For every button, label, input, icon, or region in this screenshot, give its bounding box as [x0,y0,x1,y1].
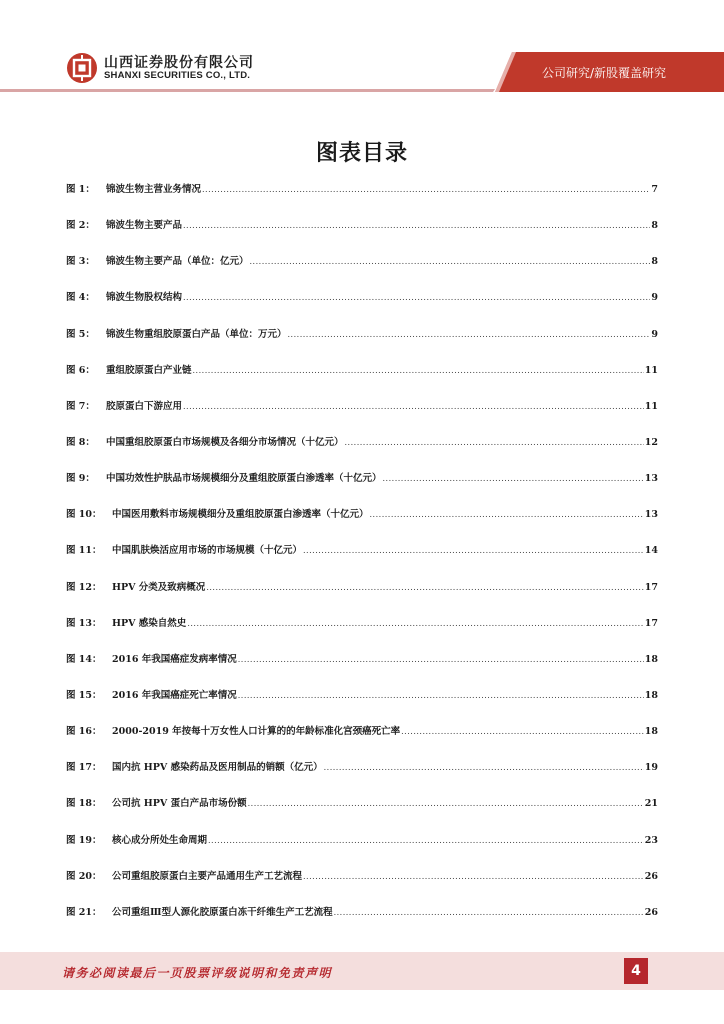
toc-figure-title[interactable]: 中国医用敷料市场规模细分及重组胶原蛋白渗透率（十亿元） [112,509,369,521]
toc-figure-title[interactable]: 公司抗 HPV 蛋白产品市场份额 [112,798,247,810]
toc-entry[interactable] [66,651,658,687]
toc-figure-number: 图 4： [66,292,95,304]
toc-figure-title[interactable]: HPV 感染自然史 [112,617,187,629]
toc-leader-dots [193,366,644,375]
toc-figure-number: 图 17： [66,762,102,774]
shanxi-securities-logo-icon [66,52,98,84]
toc-leader-dots [401,727,644,736]
toc-figure-number: 图 10： [66,509,102,521]
toc-leader-dots [183,221,650,230]
toc-figure-number: 图 5： [66,328,95,340]
toc-entry[interactable] [66,579,658,615]
toc-page-number[interactable]: 8 [651,220,658,232]
toc-figure-number: 图 14： [66,653,102,665]
toc-leader-dots [206,583,643,592]
toc-leader-dots [208,836,644,845]
toc-figure-title[interactable]: 公司重组Ⅲ型人源化胶原蛋白冻干纤维生产工艺流程 [112,906,333,918]
toc-page-number[interactable]: 9 [651,328,658,340]
toc-entry[interactable] [66,687,658,723]
page-title: 图表目录 [315,141,408,166]
toc-figure-number: 图 19： [66,834,102,846]
toc-figure-number: 图 18： [66,798,102,810]
toc-page-number[interactable]: 7 [651,184,658,195]
toc-leader-dots [303,872,644,881]
toc-figure-number: 图 7： [66,400,95,412]
toc-leader-dots [383,474,644,483]
toc-entry[interactable] [66,723,658,759]
toc-entry[interactable] [66,253,658,289]
toc-figure-title[interactable]: 中国功效性护肤品市场规模细分及重组胶原蛋白渗透率（十亿元） [106,473,382,485]
toc-page-number[interactable]: 17 [644,617,658,629]
toc-page-number[interactable]: 11 [644,400,658,412]
toc-figure-title[interactable]: 锦波生物股权结构 [106,292,183,304]
toc-leader-dots [248,799,644,808]
toc-figure-title[interactable]: 2016 年我国癌症死亡率情况 [112,689,237,701]
toc-page-number[interactable]: 26 [644,906,658,918]
toc-entry[interactable] [66,506,658,542]
toc-figure-number: 图 20： [66,870,102,882]
toc-figure-number: 图 15： [66,689,102,701]
toc-figure-number: 图 6： [66,364,95,376]
toc-entry[interactable] [66,795,658,831]
toc-leader-dots [345,438,644,447]
section-label: 公司研究/新股覆盖研究 [541,66,666,80]
toc-leader-dots [183,293,650,302]
toc-page-number[interactable]: 18 [644,726,658,738]
toc-figure-title[interactable]: 中国肌肤焕活应用市场的市场规模（十亿元） [112,545,303,557]
toc-figure-title[interactable]: 核心成分所处生命周期 [112,834,208,846]
toc-figure-title[interactable]: 2000-2019 年按每十万女性人口计算的的年龄标准化宫颈癌死亡率 [112,726,401,738]
toc-page-number[interactable]: 13 [644,509,658,521]
toc-entry[interactable] [66,217,658,253]
toc-page-number[interactable]: 18 [644,653,658,665]
toc-figure-number: 图 16： [66,726,102,738]
toc-figure-number: 图 1： [66,184,95,195]
toc-leader-dots [334,908,644,917]
toc-figure-title[interactable]: 锦波生物重组胶原蛋白产品（单位：万元） [106,328,287,340]
toc-entry[interactable] [66,542,658,578]
toc-entry[interactable] [66,759,658,795]
toc-figure-title[interactable]: 重组胶原蛋白产业链 [106,364,192,376]
toc-page-number[interactable]: 21 [644,798,658,810]
toc-figure-number: 图 9： [66,473,95,485]
toc-entry[interactable] [66,326,658,362]
toc-page-number[interactable]: 18 [644,689,658,701]
toc-figure-title[interactable]: 中国重组胶原蛋白市场规模及各细分市场情况（十亿元） [106,436,344,448]
toc-leader-dots [370,510,644,519]
toc-figure-title[interactable]: 国内抗 HPV 感染药品及医用制品的销额（亿元） [112,762,323,774]
toc-figure-title[interactable]: HPV 分类及致病概况 [112,581,206,593]
toc-entry[interactable] [66,615,658,651]
toc-page-number[interactable]: 13 [644,473,658,485]
toc-entry[interactable] [66,398,658,434]
toc-page-number[interactable]: 12 [644,436,658,448]
toc-figure-number: 图 2： [66,220,95,232]
toc-figure-number: 图 13： [66,617,102,629]
toc-leader-dots [183,402,644,411]
footer-disclaimer: 请务必阅读最后一页股票评级说明和免责声明 [62,966,333,980]
toc-page-number[interactable]: 11 [644,364,658,376]
toc-leader-dots [288,330,651,339]
toc-leader-dots [250,257,651,266]
toc-entry[interactable] [66,868,658,904]
toc-entry[interactable] [66,470,658,506]
company-name-en: SHANXI SECURITIES CO., LTD. [104,70,251,81]
toc-page-number[interactable]: 9 [651,292,658,304]
toc-leader-dots [238,655,644,664]
toc-page-number[interactable]: 14 [644,545,658,557]
toc-page-number[interactable]: 26 [644,870,658,882]
toc-entry[interactable] [66,362,658,398]
toc-page-number[interactable]: 8 [651,256,658,268]
toc-figure-title[interactable]: 胶原蛋白下游应用 [106,400,183,412]
toc-figure-number: 图 12： [66,581,102,593]
toc-entry[interactable] [66,832,658,868]
toc-page-number[interactable]: 23 [644,834,658,846]
toc-leader-dots [324,763,644,772]
toc-leader-dots [303,546,644,555]
toc-figure-title[interactable]: 锦波生物主要产品 [106,220,183,232]
toc-figure-title[interactable]: 2016 年我国癌症发病率情况 [112,653,237,665]
toc-figure-title[interactable]: 锦波生物主要产品（单位：亿元） [106,256,249,268]
toc-leader-dots [238,691,644,700]
toc-page-number[interactable]: 19 [644,762,658,774]
toc-entry[interactable] [66,434,658,470]
toc-entry[interactable] [66,181,658,217]
page-header [0,0,724,100]
toc-page-number[interactable]: 17 [644,581,658,593]
toc-figure-number: 图 21： [66,906,102,918]
company-name-cn: 山西证券股份有限公司 [104,55,254,71]
toc-figure-number: 图 11： [66,545,102,557]
toc-figure-title[interactable]: 锦波生物主营业务情况 [106,184,202,195]
figure-toc-list [66,181,658,940]
toc-figure-number: 图 8： [66,436,95,448]
toc-figure-title[interactable]: 公司重组胶原蛋白主要产品通用生产工艺流程 [112,870,303,882]
page-number: 4 [624,958,648,984]
toc-figure-number: 图 3： [66,256,95,268]
toc-entry[interactable] [66,289,658,325]
toc-leader-dots [187,619,643,628]
toc-leader-dots [202,185,650,194]
toc-entry[interactable] [66,904,658,940]
